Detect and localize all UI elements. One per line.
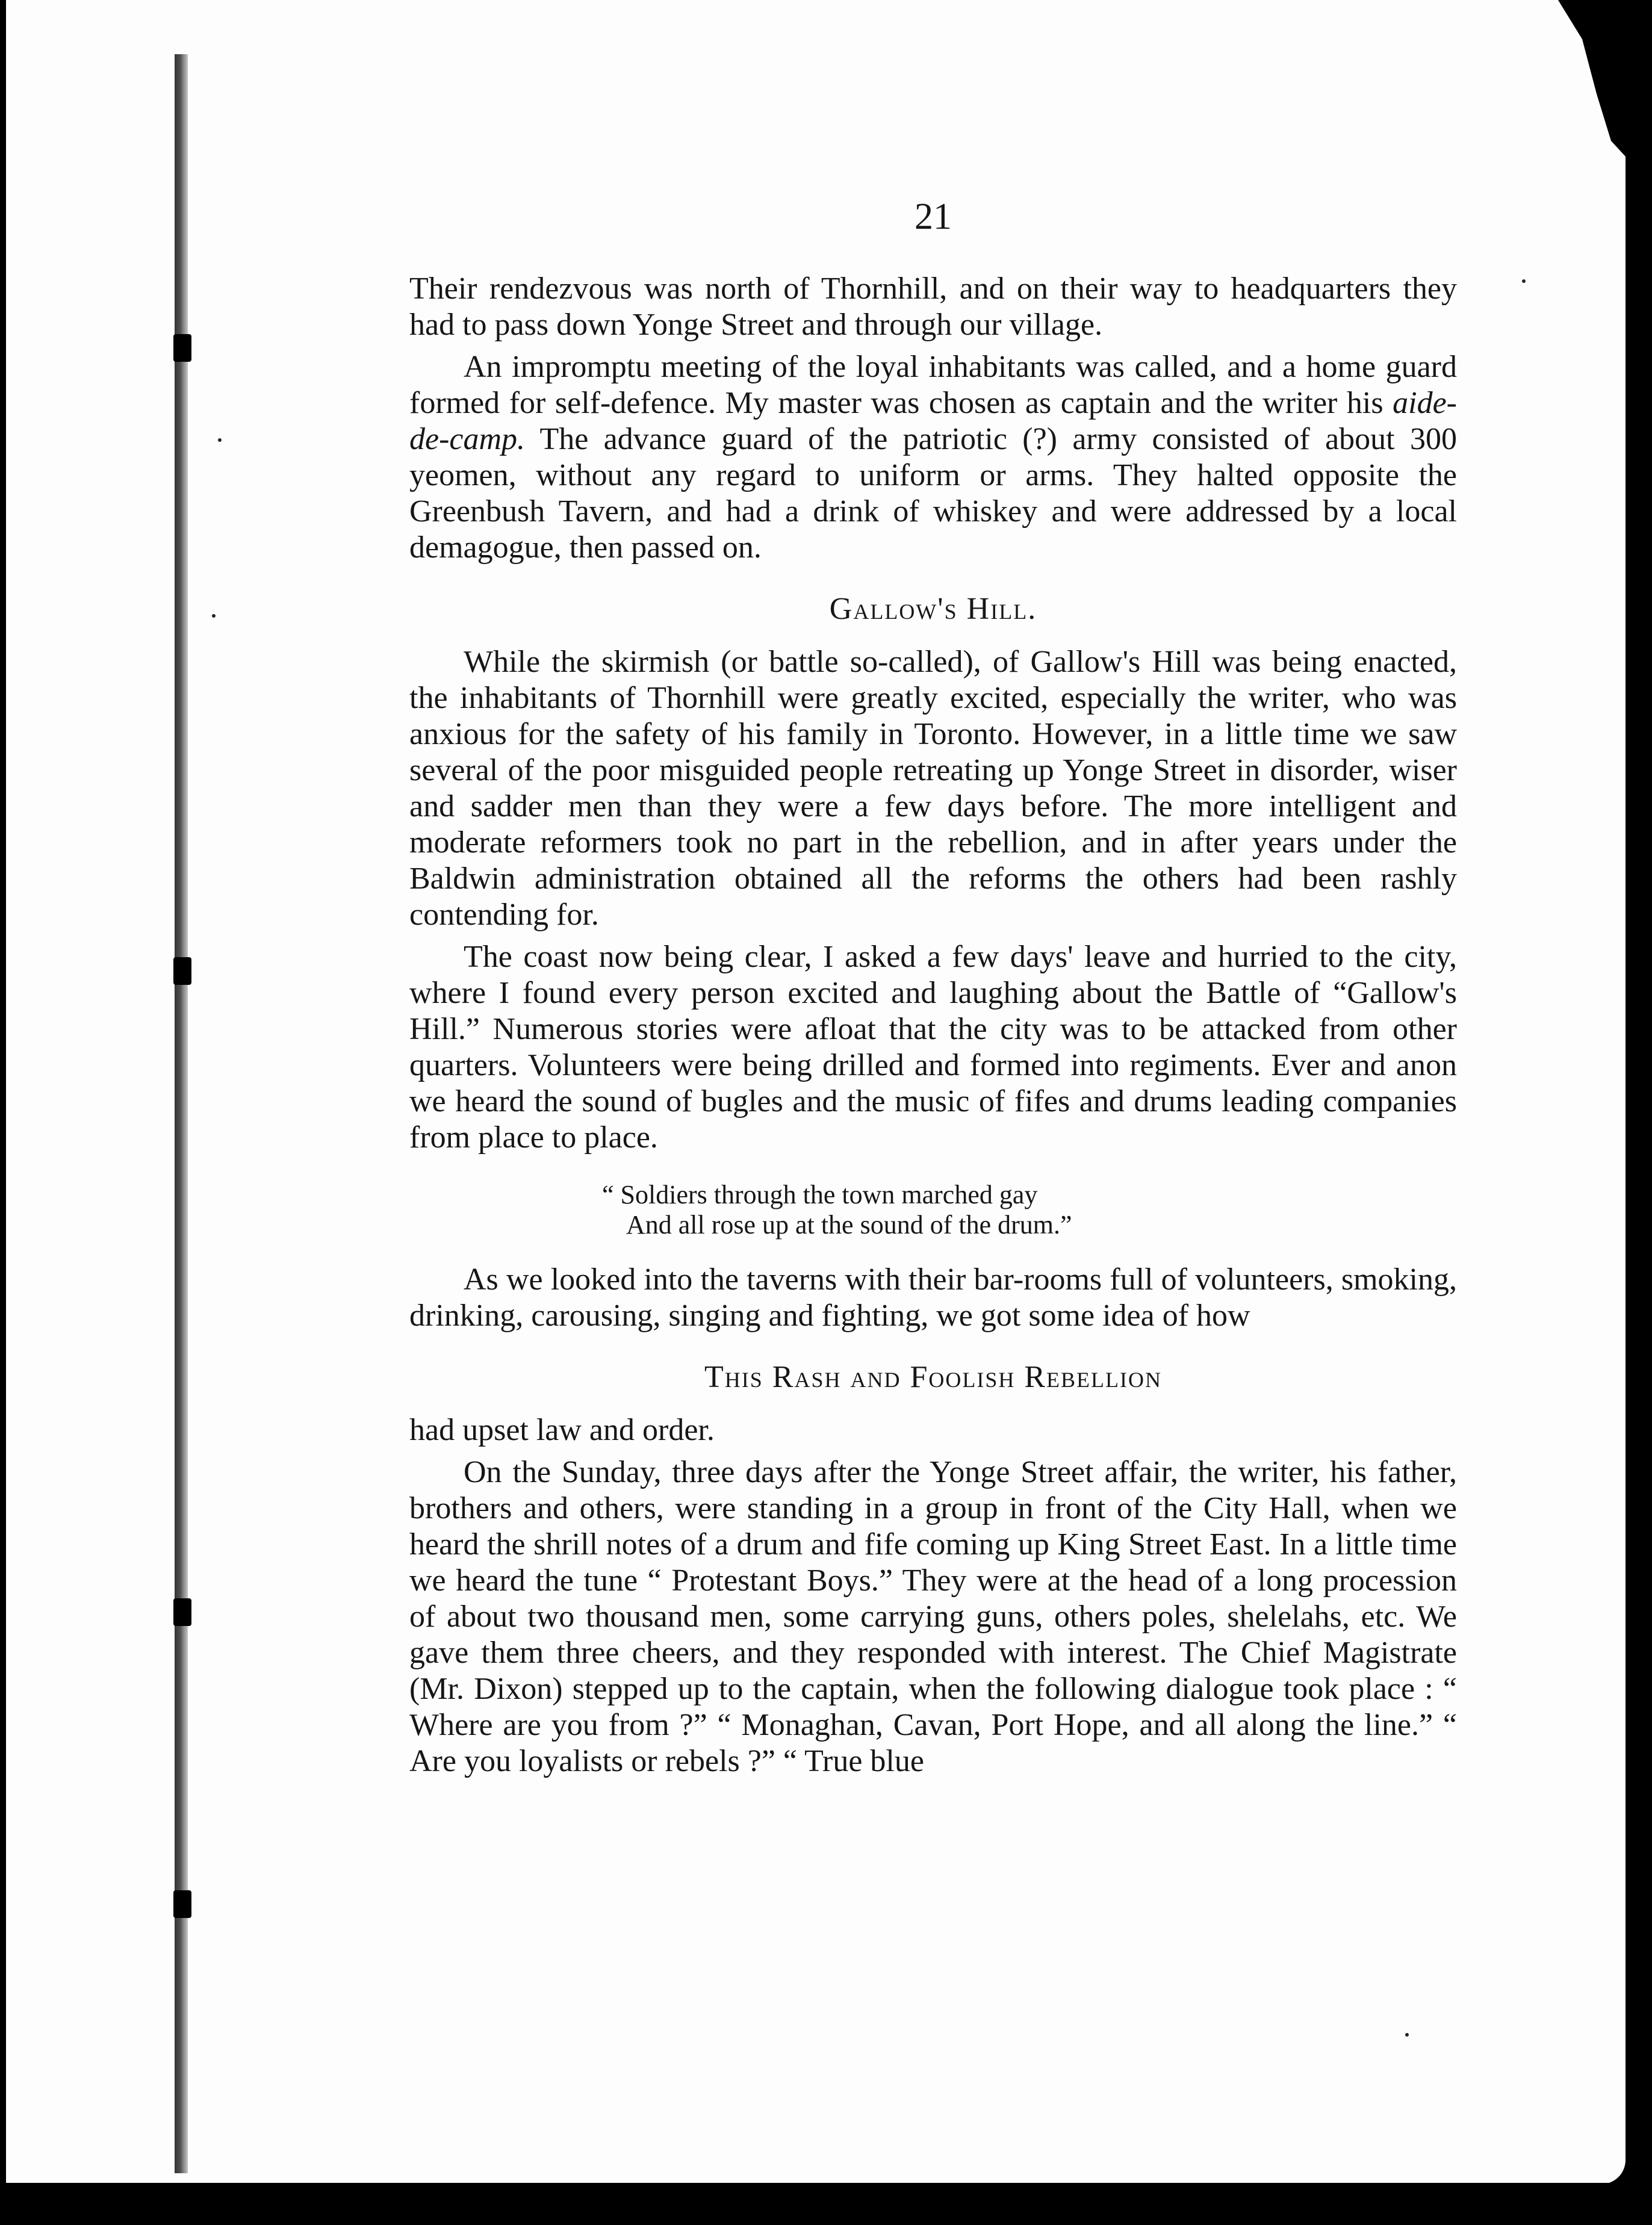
binding-mark: [173, 957, 191, 985]
paragraph: On the Sunday, three days after the Yonge Street affair, the writer, his father, brothers and others, were standing in a group in front of the City Hall, when we heard the shrill notes of a drum and fife coming up King Street East. In a little time we heard the tune “ Protestant Boys.” They were at the head of a long procession of about two thousand men, some carrying guns, others poles, shelelahs, etc. We gave them three cheers, and they responded with interest. The Chief Magistrate (Mr. Dixon) stepped up to the captain, when the following dialogue took place : “ Where are you from ?” “ Monaghan, Cavan, Port Hope, and all along the line.” “ Are you loyalists or rebels ?” “ True blue: [409, 1455, 1457, 1778]
speck: [1522, 279, 1526, 283]
page-corner-shadow: [1529, 0, 1626, 157]
binding-mark: [173, 334, 191, 362]
paragraph: Their rendezvous was north of Thornhill, and on their way to headquarters they had to pass down Yonge Street and through our village.: [409, 272, 1457, 342]
binding-edge: [175, 54, 188, 2173]
paragraph: The coast now being clear, I asked a few days' leave and hurried to the city, where I found every person excited and laughing about the Battle of “Gallow's Hill.” Numerous stories were afloat that the city was to be attacked from other quarters. Volunteers were being drilled and formed into regiments. Ever and anon we heard the sound of bugles and the music of fifes and drums leading companies from place to place.: [409, 940, 1457, 1155]
verse-quote: [602, 1180, 1457, 1240]
paragraph: An impromptu meeting of the loyal inhabitants was called, and a home guard formed for self-defence. My master was chosen as captain and the writer his aide-de-camp. The advance guard of the patriotic (?) army consisted of about 300 yeomen, without any regard to uniform or arms. They halted opposite the Greenbush Tavern, and had a drink of whiskey and were addressed by a local demagogue, then passed on.: [409, 350, 1457, 565]
binding-mark: [173, 1598, 191, 1626]
page-number: 21: [914, 196, 952, 237]
section-heading: Gallow's Hill.: [829, 592, 1037, 626]
speck: [212, 614, 216, 618]
page-text: [409, 196, 1457, 1786]
quote-line: And all rose up at the sound of the drum.”: [626, 1210, 1072, 1240]
speck: [1405, 2033, 1409, 2037]
binding-mark: [173, 1890, 191, 1918]
aide-de-camp: aide-de-camp.: [409, 386, 1457, 456]
section-heading: This Rash and Foolish Rebellion: [704, 1360, 1163, 1394]
speck: [218, 438, 222, 442]
paragraph: had upset law and order.: [409, 1413, 715, 1447]
paragraph: While the skirmish (or battle so-called), of Gallow's Hill was being enacted, the inhabitants of Thornhill were greatly excited, especially the writer, who was anxious for the safety of his family in Toronto. However, in a little time we saw several of the poor misguided people retreating up Yonge Street in disorder, wiser and sadder men than they were a few days before. The more intelligent and moderate reformers took no part in the rebellion, and in after years under the Baldwin administration obtained all the reforms the others had been rashly contending for.: [409, 645, 1457, 932]
scan-bottom-edge: [0, 2183, 1652, 2225]
quote-line: “ Soldiers through the town marched gay: [602, 1180, 1038, 1209]
paragraph: As we looked into the taverns with their bar-rooms full of volunteers, smoking, drinking, carousing, singing and fighting, we got some idea of how: [409, 1262, 1457, 1333]
